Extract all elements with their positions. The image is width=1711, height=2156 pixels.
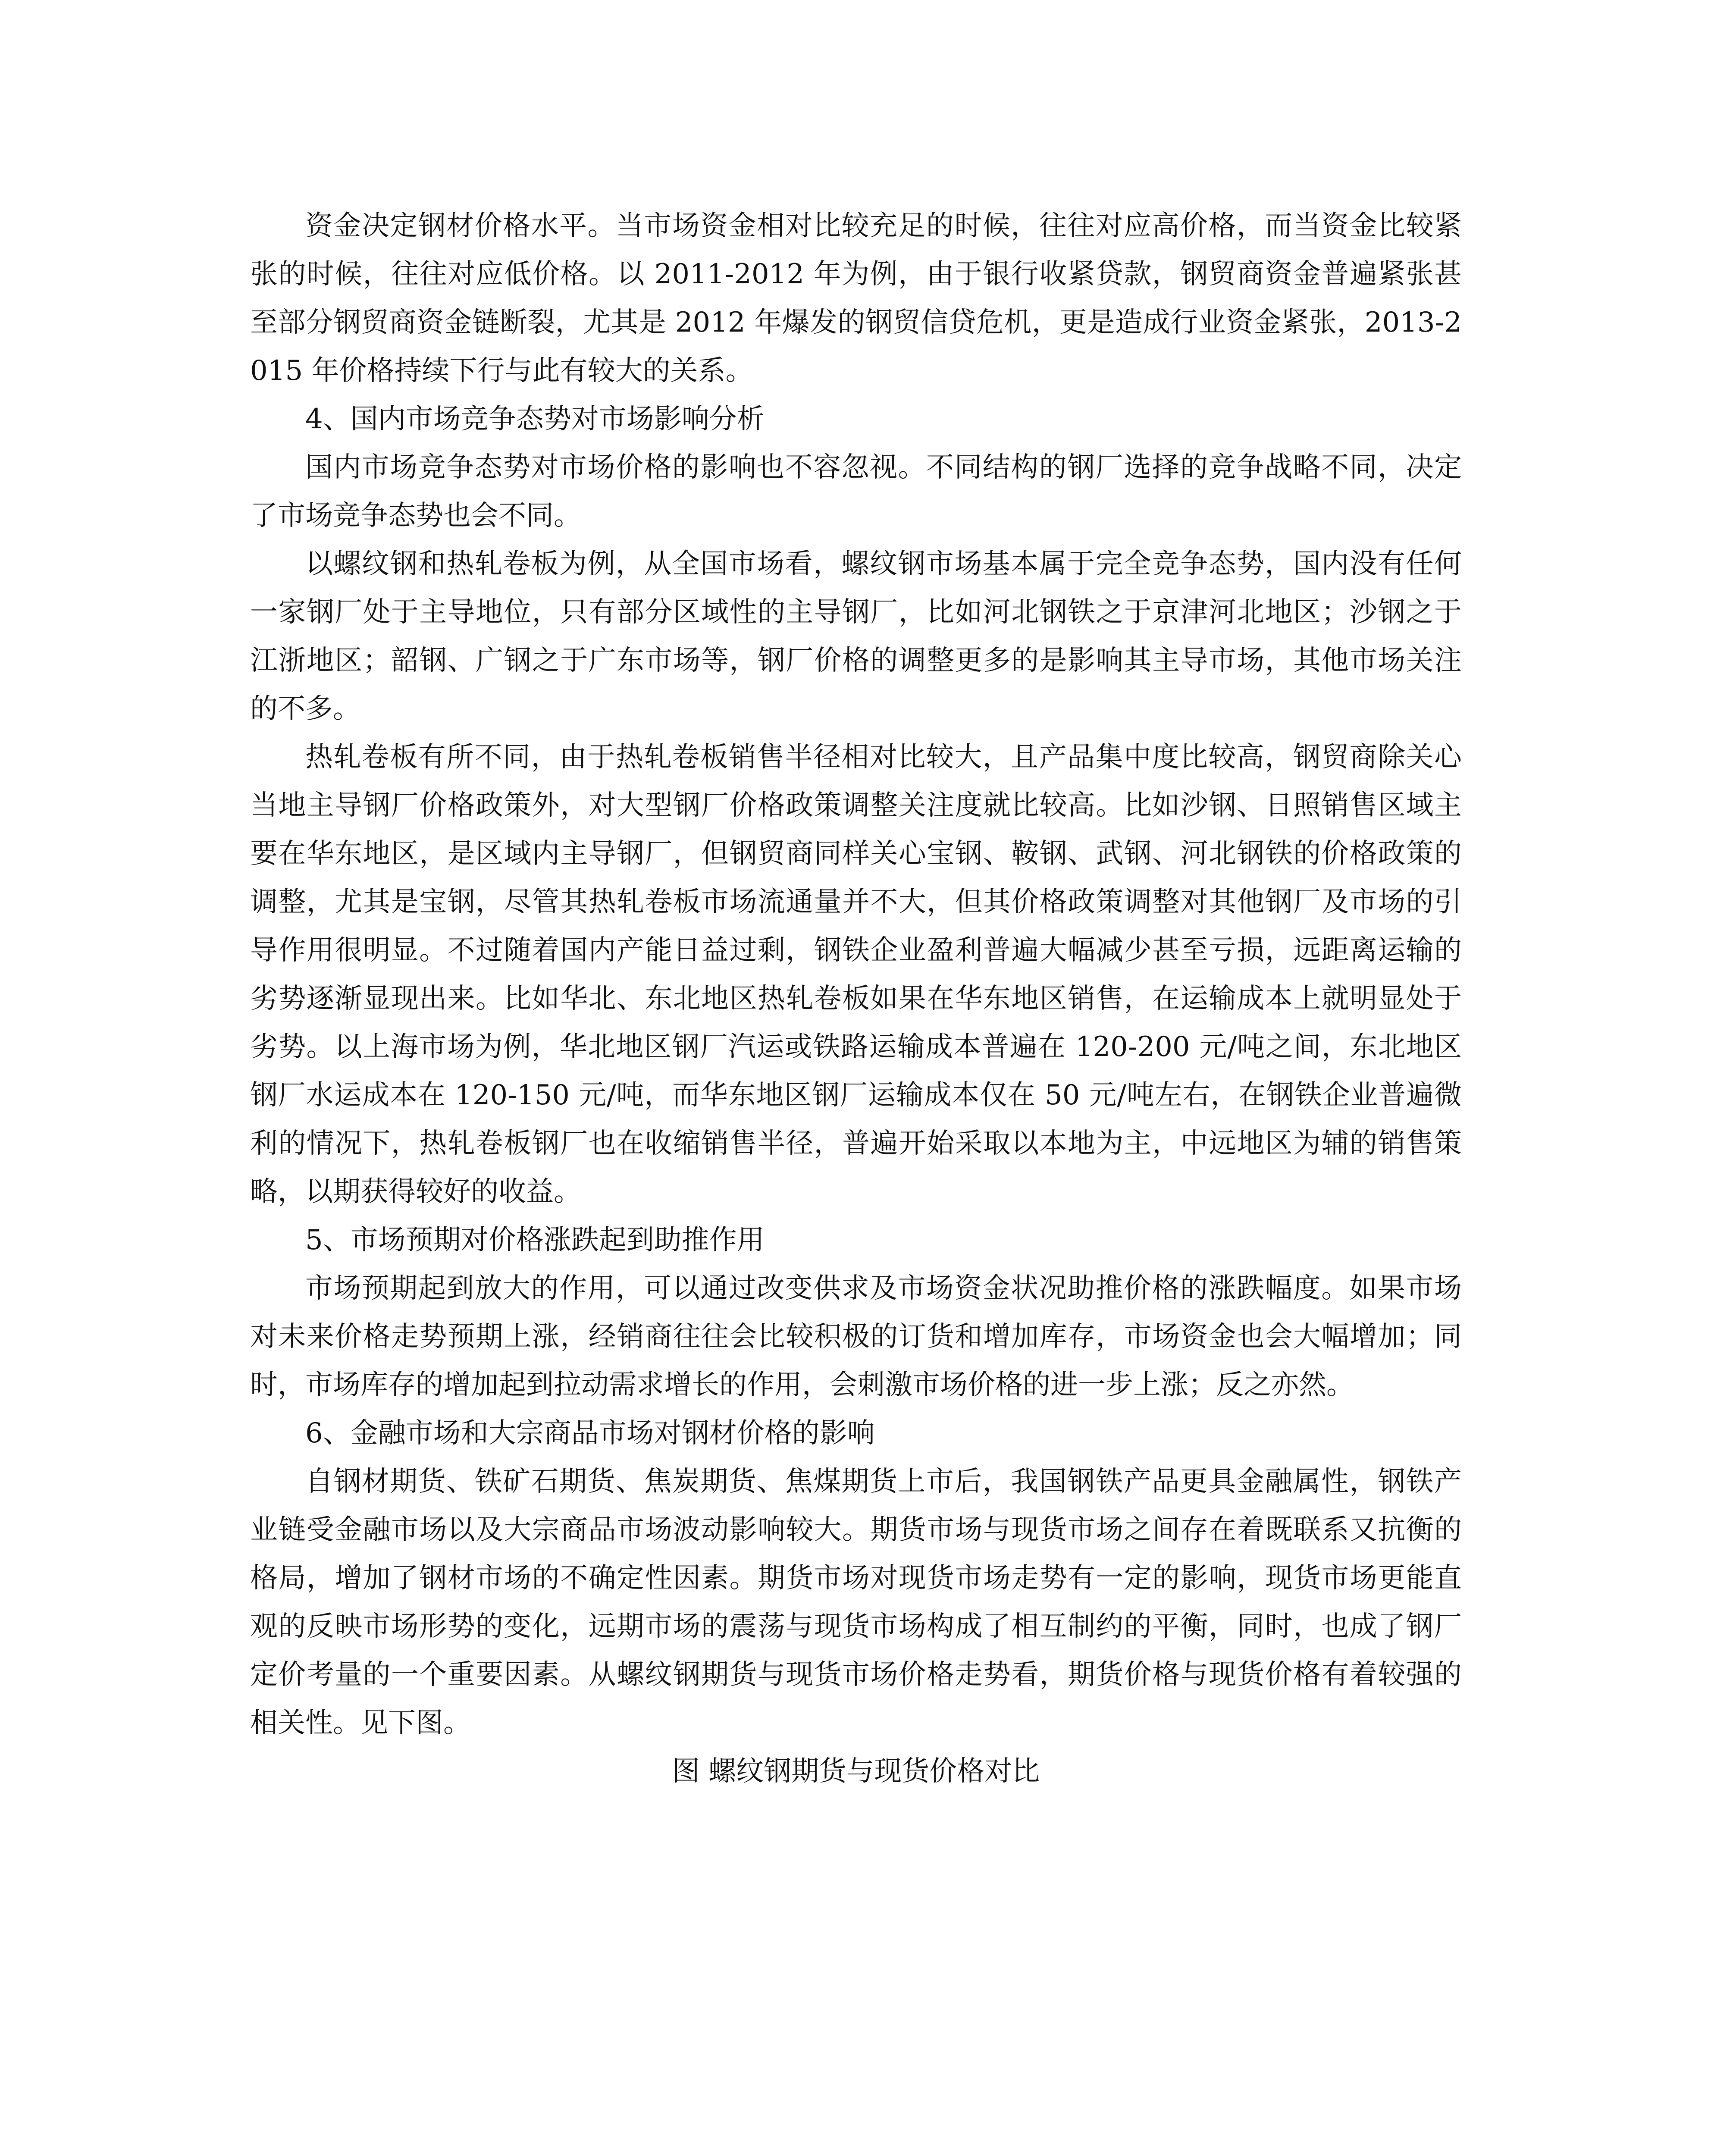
section-heading-6: 6、金融市场和大宗商品市场对钢材价格的影响 (305, 1417, 875, 1449)
paragraph-rebar-example: 以螺纹钢和热轧卷板为例，从全国市场看，螺纹钢市场基本属于完全竞争态势，国内没有任何一家钢厂处于主导地位，只有部分区域性的主导钢厂，比如河北钢铁之于京津河北地区；沙钢之于江浙地区；韶钢、广钢之于广东市场等，钢厂价格的调整更多的是影响其主导市场，其他市场关注的不多。 (250, 548, 1462, 725)
figure-caption: 图 螺纹钢期货与现货价格对比 (672, 1755, 1040, 1787)
section-heading-4: 4、国内市场竞争态势对市场影响分析 (305, 403, 765, 435)
paragraph-hot-rolled: 热轧卷板有所不同，由于热轧卷板销售半径相对比较大，且产品集中度比较高，钢贸商除关心当地主导钢厂价格政策外，对大型钢厂价格政策调整关注度就比较高。比如沙钢、日照销售区域主要在华东地区，是区域内主导钢厂，但钢贸商同样关心宝钢、鞍钢、武钢、河北钢铁的价格政策的调整，尤其是宝钢，尽管其热轧卷板市场流通量并不大，但其价格政策调整对其他钢厂及市场的引导作用很明显。不过随着国内产能日益过剩，钢铁企业盈利普遍大幅减少甚至亏损，远距离运输的劣势逐渐显现出来。比如华北、东北地区热轧卷板如果在华东地区销售，在运输成本上就明显处于劣势。以上海市场为例，华北地区钢厂汽运或铁路运输成本普遍在 120-200 元/吨之间，东北地区钢厂水运成本在 120-150 元/吨，而华东地区钢厂运输成本仅在 50 元/吨左右，在钢铁企业普遍微利的情况下，热轧卷板钢厂也在收缩销售半径，普遍开始采取以本地为主，中远地区为辅的销售策略，以期获得较好的收益。 (250, 741, 1462, 1208)
section-heading-5: 5、市场预期对价格涨跌起到助推作用 (305, 1224, 765, 1256)
document-body (250, 202, 1462, 1796)
paragraph-competition-intro: 国内市场竞争态势对市场价格的影响也不容忽视。不同结构的钢厂选择的竞争战略不同，决定了市场竞争态势也会不同。 (250, 451, 1462, 532)
paragraph-futures: 自钢材期货、铁矿石期货、焦炭期货、焦煤期货上市后，我国钢铁产品更具金融属性，钢铁产业链受金融市场以及大宗商品市场波动影响较大。期货市场与现货市场之间存在着既联系又抗衡的格局，增加了钢材市场的不确定性因素。期货市场对现货市场走势有一定的影响，现货市场更能直观的反映市场形势的变化，远期市场的震荡与现货市场构成了相互制约的平衡，同时，也成了钢厂定价考量的一个重要因素。从螺纹钢期货与现货市场价格走势看，期货价格与现货价格有着较强的相关性。见下图。 (250, 1466, 1462, 1739)
paragraph-capital: 资金决定钢材价格水平。当市场资金相对比较充足的时候，往往对应高价格，而当资金比较紧张的时候，往往对应低价格。以 2011-2012 年为例，由于银行收紧贷款，钢贸商资金普遍紧张甚至部分钢贸商资金链断裂，尤其是 2012 年爆发的钢贸信贷危机，更是造成行业资金紧张，2013-2015 年价格持续下行与此有较大的关系。 (250, 210, 1462, 387)
paragraph-market-expectation: 市场预期起到放大的作用，可以通过改变供求及市场资金状况助推价格的涨跌幅度。如果市场对未来价格走势预期上涨，经销商往往会比较积极的订货和增加库存，市场资金也会大幅增加；同时，市场库存的增加起到拉动需求增长的作用，会刺激市场价格的进一步上涨；反之亦然。 (250, 1272, 1462, 1401)
